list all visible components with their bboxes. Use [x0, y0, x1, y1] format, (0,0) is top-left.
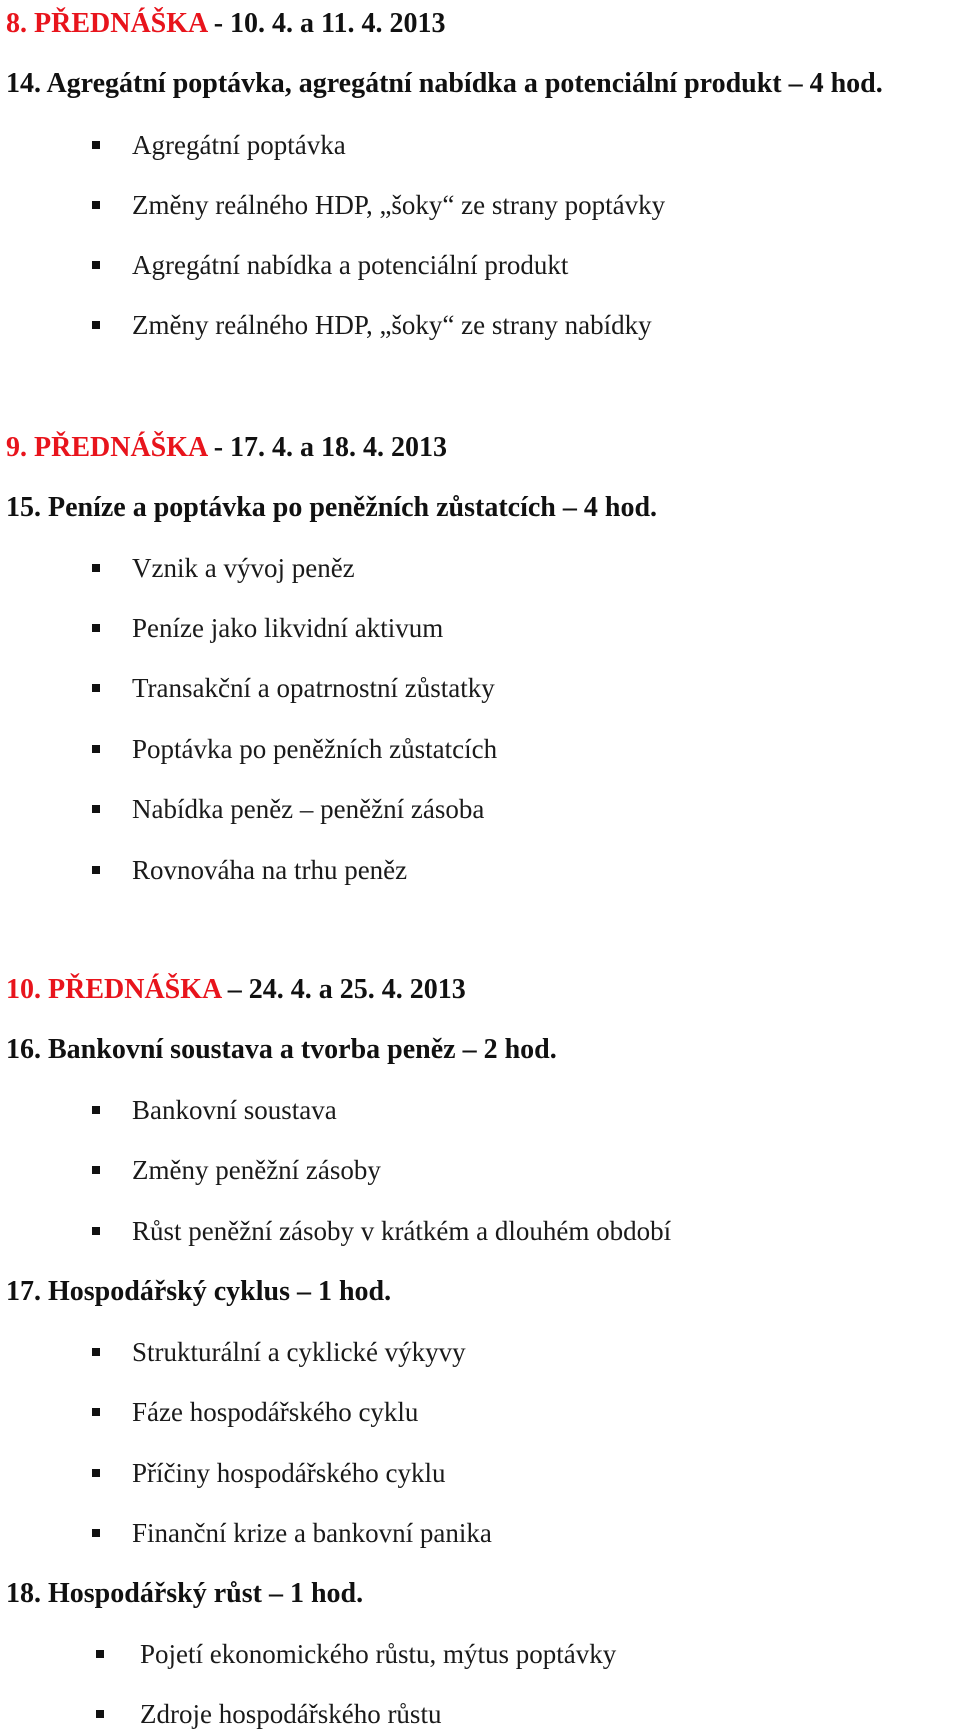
list-item-text: Vznik a vývoj peněz: [132, 553, 355, 583]
lecture-date: - 10. 4. a 11. 4. 2013: [206, 8, 446, 39]
list-item: [92, 789, 484, 829]
list-item: [92, 548, 355, 588]
list-item: [96, 1634, 616, 1674]
list-item: [92, 305, 652, 345]
square-bullet-icon: [96, 1710, 104, 1718]
square-bullet-icon: [92, 321, 100, 329]
topic-title-15: 15. Peníze a poptávka po peněžních zůstatcích – 4 hod.: [6, 492, 658, 523]
lecture-date: – 24. 4. a 25. 4. 2013: [220, 974, 466, 1005]
square-bullet-icon: [92, 1166, 100, 1174]
list-item-text: Fáze hospodářského cyklu: [132, 1397, 419, 1427]
list-item-text: Rovnováha na trhu peněz: [132, 855, 408, 885]
lecture-heading-8: [6, 4, 445, 44]
list-item: [92, 1090, 337, 1130]
list-item: [92, 1392, 418, 1432]
lecture-label: 9. PŘEDNÁŠKA: [6, 432, 207, 463]
list-item-text: Růst peněžní zásoby v krátkém a dlouhém období: [132, 1216, 672, 1246]
list-item: [92, 1211, 671, 1251]
list-item: [92, 125, 346, 165]
list-item: [92, 245, 568, 285]
list-item: [92, 1453, 445, 1493]
list-item: [92, 850, 407, 890]
lecture-date: - 17. 4. a 18. 4. 2013: [206, 432, 448, 463]
list-item: [96, 1694, 441, 1734]
square-bullet-icon: [92, 201, 100, 209]
square-bullet-icon: [92, 684, 100, 692]
list-item-text: Finanční krize a bankovní panika: [132, 1518, 492, 1548]
list-item-text: Změny reálného HDP, „šoky“ ze strany poptávky: [132, 190, 666, 220]
list-item-text: Zdroje hospodářského růstu: [140, 1699, 442, 1729]
list-item-text: Příčiny hospodářského cyklu: [132, 1458, 446, 1488]
list-item-text: Strukturální a cyklické výkyvy: [132, 1337, 466, 1367]
square-bullet-icon: [92, 261, 100, 269]
list-item: [92, 729, 497, 769]
lecture-label: 8. PŘEDNÁŠKA: [6, 8, 207, 39]
list-item-text: Pojetí ekonomického růstu, mýtus poptávky: [140, 1639, 617, 1669]
list-item-text: Nabídka peněz – peněžní zásoba: [132, 794, 485, 824]
topic-title-17: 17. Hospodářský cyklus – 1 hod.: [6, 1276, 392, 1307]
list-item: [92, 608, 443, 648]
topic-title-14: 14. Agregátní poptávka, agregátní nabídka a potenciální produkt – 4 hod.: [6, 68, 883, 99]
topic-title-16: 16. Bankovní soustava a tvorba peněz – 2 hod.: [6, 1034, 557, 1065]
square-bullet-icon: [92, 564, 100, 572]
list-item-text: Agregátní poptávka: [132, 130, 346, 160]
square-bullet-icon: [92, 1227, 100, 1235]
square-bullet-icon: [92, 1408, 100, 1416]
list-item: [92, 185, 665, 225]
list-item-text: Změny reálného HDP, „šoky“ ze strany nabídky: [132, 310, 652, 340]
square-bullet-icon: [92, 1529, 100, 1537]
square-bullet-icon: [92, 866, 100, 874]
list-item: [92, 1332, 466, 1372]
list-item-text: Peníze jako likvidní aktivum: [132, 613, 444, 643]
square-bullet-icon: [92, 745, 100, 753]
square-bullet-icon: [92, 1348, 100, 1356]
square-bullet-icon: [92, 805, 100, 813]
topic-title-18: 18. Hospodářský růst – 1 hod.: [6, 1578, 364, 1609]
list-item-text: Poptávka po peněžních zůstatcích: [132, 734, 498, 764]
list-item-text: Transakční a opatrnostní zůstatky: [132, 673, 495, 703]
list-item: [92, 1513, 492, 1553]
square-bullet-icon: [92, 1106, 100, 1114]
list-item-text: Agregátní nabídka a potenciální produkt: [132, 250, 569, 280]
lecture-label: 10. PŘEDNÁŠKA: [6, 974, 221, 1005]
square-bullet-icon: [92, 1469, 100, 1477]
list-item: [92, 668, 495, 708]
list-item-text: Bankovní soustava: [132, 1095, 337, 1125]
list-item: [92, 1150, 381, 1190]
square-bullet-icon: [92, 141, 100, 149]
lecture-heading-10: [6, 970, 466, 1010]
list-item-text: Změny peněžní zásoby: [132, 1155, 381, 1185]
lecture-heading-9: [6, 428, 447, 468]
square-bullet-icon: [92, 624, 100, 632]
square-bullet-icon: [96, 1650, 104, 1658]
